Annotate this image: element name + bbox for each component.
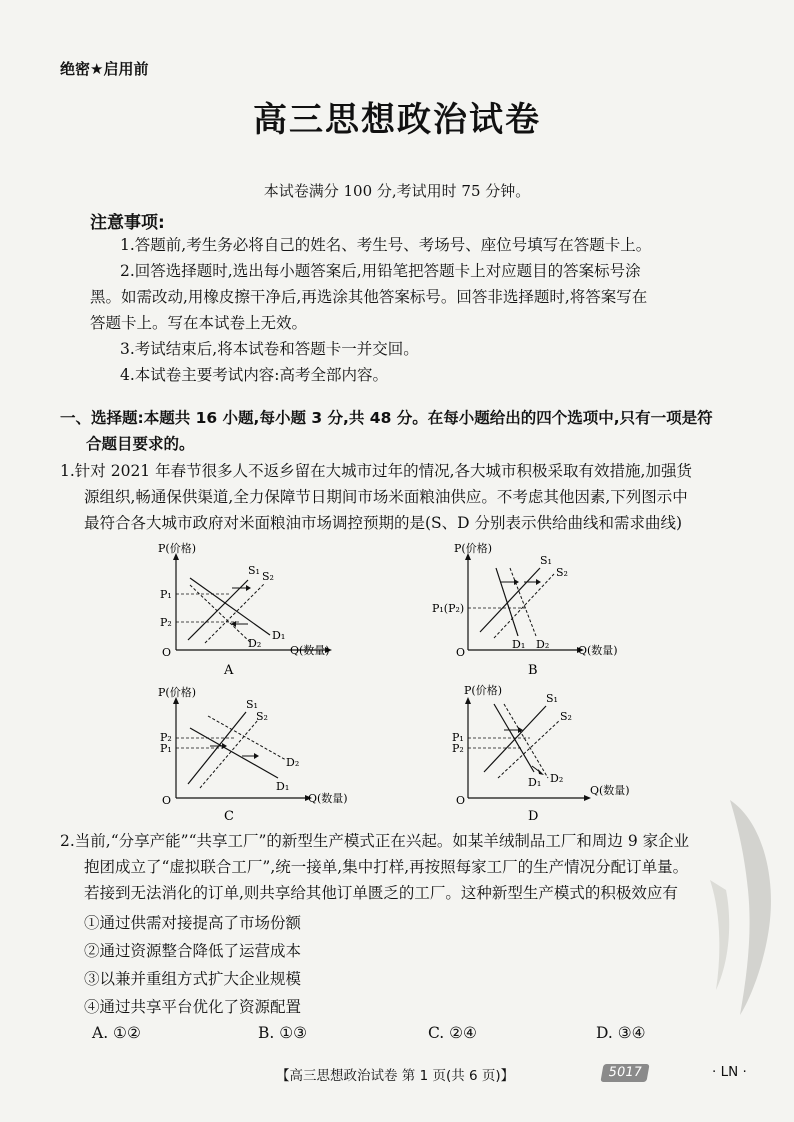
supply-curve-s2 — [205, 583, 265, 643]
y-tick-label: P₂ — [452, 742, 464, 755]
curve-label: S₂ — [256, 710, 268, 723]
y-tick-label: P₁(P₂) — [432, 602, 465, 615]
graph-label: D — [528, 809, 539, 824]
notice-item: 答题卡上。写在本试卷上无效。 — [90, 314, 308, 332]
curve-label: S₂ — [556, 566, 568, 579]
demand-curve-d1 — [496, 568, 518, 636]
scan-smudge — [690, 790, 780, 1020]
curve-label: D₂ — [286, 756, 300, 769]
x-axis-label: Q(数量) — [578, 644, 618, 657]
y-tick-label: P₂ — [160, 616, 172, 629]
curve-label: D₁ — [272, 629, 286, 642]
demand-curve-d1 — [190, 728, 278, 778]
graph-label: A — [224, 663, 234, 678]
graph-d — [444, 686, 644, 830]
answer-option-c: C. ②④ — [428, 1024, 477, 1042]
graph-label: B — [528, 663, 538, 678]
curve-label: D₂ — [536, 638, 550, 651]
graph-b — [432, 540, 632, 684]
answer-option-a: A. ①② — [92, 1024, 141, 1042]
curve-label: S₁ — [248, 564, 260, 577]
statement: ①通过供需对接提高了市场份额 — [84, 914, 302, 932]
y-tick-label: P₁ — [160, 742, 172, 755]
demand-curve-d2 — [190, 585, 250, 642]
shift-arrow-head — [254, 753, 259, 759]
answer-option-d: D. ③④ — [596, 1024, 646, 1042]
y-tick-label: P₁ — [160, 588, 172, 601]
shift-arrow-head — [246, 585, 251, 591]
graph-c — [150, 686, 360, 830]
graph-label: C — [224, 809, 234, 824]
y-axis-label: P(价格) — [158, 542, 196, 555]
supply-curve-s1 — [480, 568, 540, 632]
y-axis-label: P(价格) — [464, 684, 502, 697]
question-2-line: 若接到无法消化的订单,则共享给其他订单匮乏的工厂。这种新型生产模式的积极效应有 — [84, 884, 678, 902]
y-tick-label: P₁ — [452, 731, 464, 744]
section-heading — [60, 405, 750, 457]
question-1-line: 最符合各大城市政府对米面粮油市场调控预期的是(S、D 分别表示供给曲线和需求曲线) — [84, 514, 683, 532]
curve-label: S₂ — [560, 710, 572, 723]
notice-item: 1.答题前,考生务必将自己的姓名、考生号、考场号、座位号填写在答题卡上。 — [120, 236, 652, 254]
x-axis-label: Q(数量) — [290, 644, 330, 657]
origin-label: O — [456, 646, 466, 659]
notice-item: 黑。如需改动,用橡皮擦干净后,再选涂其他答案标号。回答非选择题时,将答案写在 — [90, 288, 648, 306]
curve-label: S₁ — [546, 692, 558, 705]
question-2-line: 抱团成立了“虚拟联合工厂”,统一接单,集中打样,再按照每家工厂的生产情况分配订单量。 — [84, 858, 689, 876]
origin-label: O — [162, 794, 172, 807]
demand-curve-d2 — [208, 716, 286, 760]
supply-curve-s2 — [200, 720, 258, 788]
question-1-line: 源组织,畅通保供渠道,全力保障节日期间市场米面粮油供应。不考虑其他因素,下列图示中 — [84, 488, 688, 506]
notice-heading: 注意事项: — [90, 213, 165, 233]
section-line: 一、选择题:本题共 16 小题,每小题 3 分,共 48 分。在每小题给出的四个选项中,只有一项是符 — [60, 409, 713, 427]
notice-item: 2.回答选择题时,选出每小题答案后,用铅笔把答题卡上对应题目的答案标号涂 — [120, 262, 641, 280]
origin-label: O — [456, 794, 466, 807]
section-line: 合题目要求的。 — [86, 435, 195, 453]
supply-curve-s2 — [498, 720, 560, 778]
notice-item: 3.考试结束后,将本试卷和答题卡一并交回。 — [120, 340, 419, 358]
page-footer: 【高三思想政治试卷 第 1 页(共 6 页)】 — [276, 1068, 515, 1084]
curve-label: D₁ — [528, 776, 542, 789]
region-mark: · LN · — [712, 1064, 747, 1080]
notice-item: 4.本试卷主要考试内容:高考全部内容。 — [120, 366, 389, 384]
demand-curve-d2 — [504, 704, 548, 778]
curve-label: D₂ — [248, 637, 262, 650]
demand-curve-d2 — [510, 568, 536, 636]
curve-label: D₁ — [512, 638, 526, 651]
curve-label: S₁ — [540, 554, 552, 567]
y-axis-label: P(价格) — [454, 542, 492, 555]
curve-label: D₂ — [550, 772, 564, 785]
x-axis-label: Q(数量) — [590, 784, 630, 797]
exam-meta: 本试卷满分 100 分,考试用时 75 分钟。 — [263, 182, 531, 200]
statement: ④通过共享平台优化了资源配置 — [84, 998, 302, 1016]
shift-arrow-head — [536, 579, 541, 585]
y-axis-arrow — [465, 697, 471, 704]
y-axis-label: P(价格) — [158, 686, 196, 699]
answer-option-b: B. ①③ — [258, 1024, 308, 1042]
curve-label: D₁ — [276, 780, 290, 793]
question-2-line: 2.当前,“分享产能”“共享工厂”的新型生产模式正在兴起。如某羊绒制品工厂和周边 9 家企业 — [60, 832, 690, 850]
question-1-line: 1.针对 2021 年春节很多人不返乡留在大城市过年的情况,各大城市积极采取有效措施,加强货 — [60, 462, 692, 480]
x-axis-label: Q(数量) — [308, 792, 348, 805]
curve-label: S₁ — [246, 698, 258, 711]
graph-a — [150, 540, 350, 684]
origin-label: O — [162, 646, 172, 659]
statement: ③以兼并重组方式扩大企业规模 — [84, 970, 302, 988]
y-tick-label: P₂ — [160, 731, 172, 744]
curve-label: S₂ — [262, 570, 274, 583]
confidential-mark: 绝密★启用前 — [60, 60, 149, 78]
page-title: 高三思想政治试卷 — [253, 100, 541, 140]
paper-code-badge: 5017 — [600, 1064, 649, 1082]
statement: ②通过资源整合降低了运营成本 — [84, 942, 302, 960]
